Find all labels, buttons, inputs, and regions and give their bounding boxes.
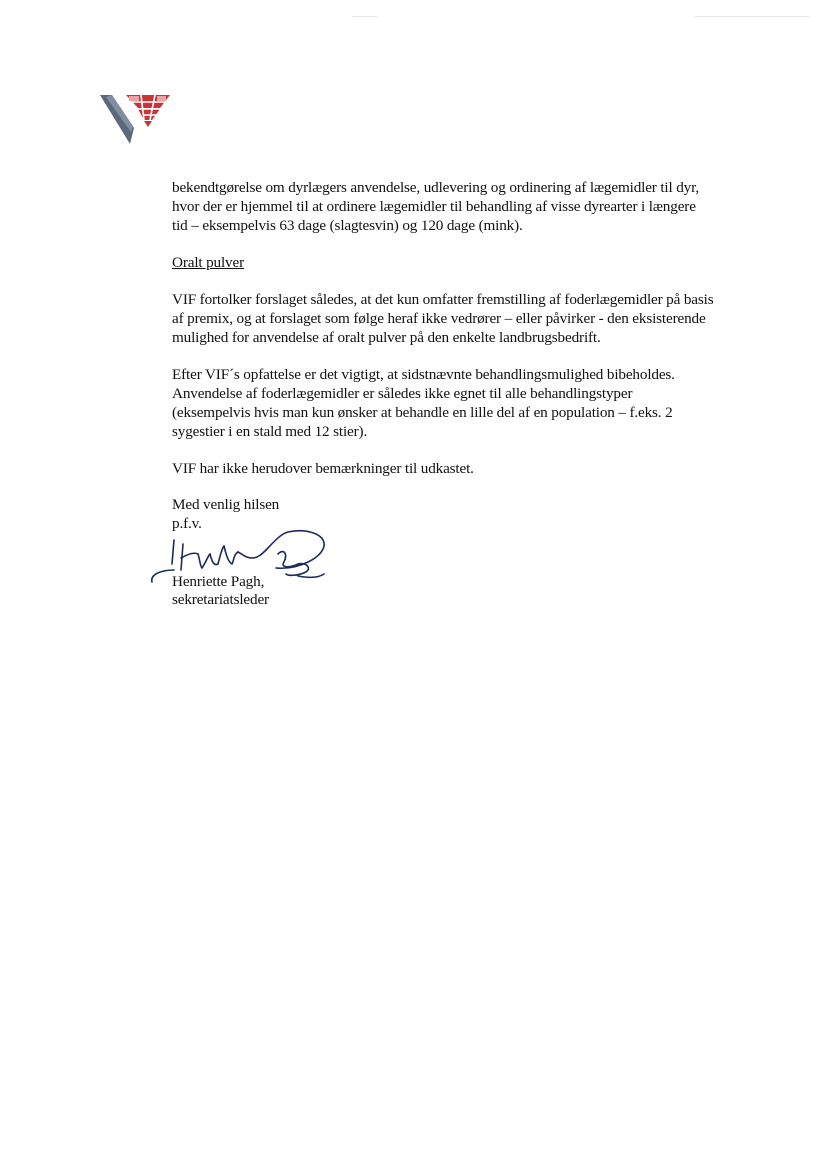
section-heading-oralt-pulver: Oralt pulver (172, 254, 245, 271)
text-line: tid – eksempelvis 63 dage (slagtesvin) og 120 dage (mink). (172, 217, 523, 234)
text-line: sygestier i en stald med 12 stier). (172, 423, 368, 440)
signatory-title: sekretariatsleder (172, 591, 269, 608)
text-line: Anvendelse af foderlægemidler er således ikke egnet til alle behandlingstyper (172, 385, 633, 402)
signatory-name: Henriette Pagh, (172, 573, 265, 590)
text-line: VIF fortolker forslaget således, at det kun omfatter fremstilling af foderlægemidler på basis (172, 291, 714, 308)
signature-space (172, 533, 279, 571)
text-line: Efter VIF´s opfattelse er det vigtigt, at sidstnævnte behandlingsmulighed bibeholdes. (172, 366, 675, 383)
text-line: bekendtgørelse om dyrlægers anvendelse, udlevering og ordinering af lægemidler til dyr, (172, 179, 700, 196)
vif-logo-icon (100, 92, 172, 146)
text-line: hvor der er hjemmel til at ordinere lægemidler til behandling af visse dyrearter i længere (172, 198, 696, 215)
on-behalf-of: p.f.v. (172, 515, 202, 532)
paragraph-no-further-remarks (172, 459, 762, 478)
scan-mark (352, 16, 378, 17)
text-line: VIF har ikke herudover bemærkninger til udkastet. (172, 460, 474, 477)
greeting: Med venlig hilsen (172, 496, 280, 513)
paragraph-opinion (172, 365, 762, 441)
text-line: (eksempelvis hvis man kun ønsker at behandle en lille del af en population – f.eks. 2 (172, 404, 673, 421)
paragraph-interpretation (172, 290, 762, 347)
paragraph-regulation (172, 178, 762, 235)
letter-body (172, 178, 762, 496)
scan-mark (694, 16, 810, 17)
text-line: af premix, og at forslaget som følge heraf ikke vedrører – eller påvirker - den eksisterende (172, 310, 706, 327)
letter-closing (172, 495, 279, 609)
text-line: mulighed for anvendelse af oralt pulver på den enkelte landbrugsbedrift. (172, 329, 601, 346)
